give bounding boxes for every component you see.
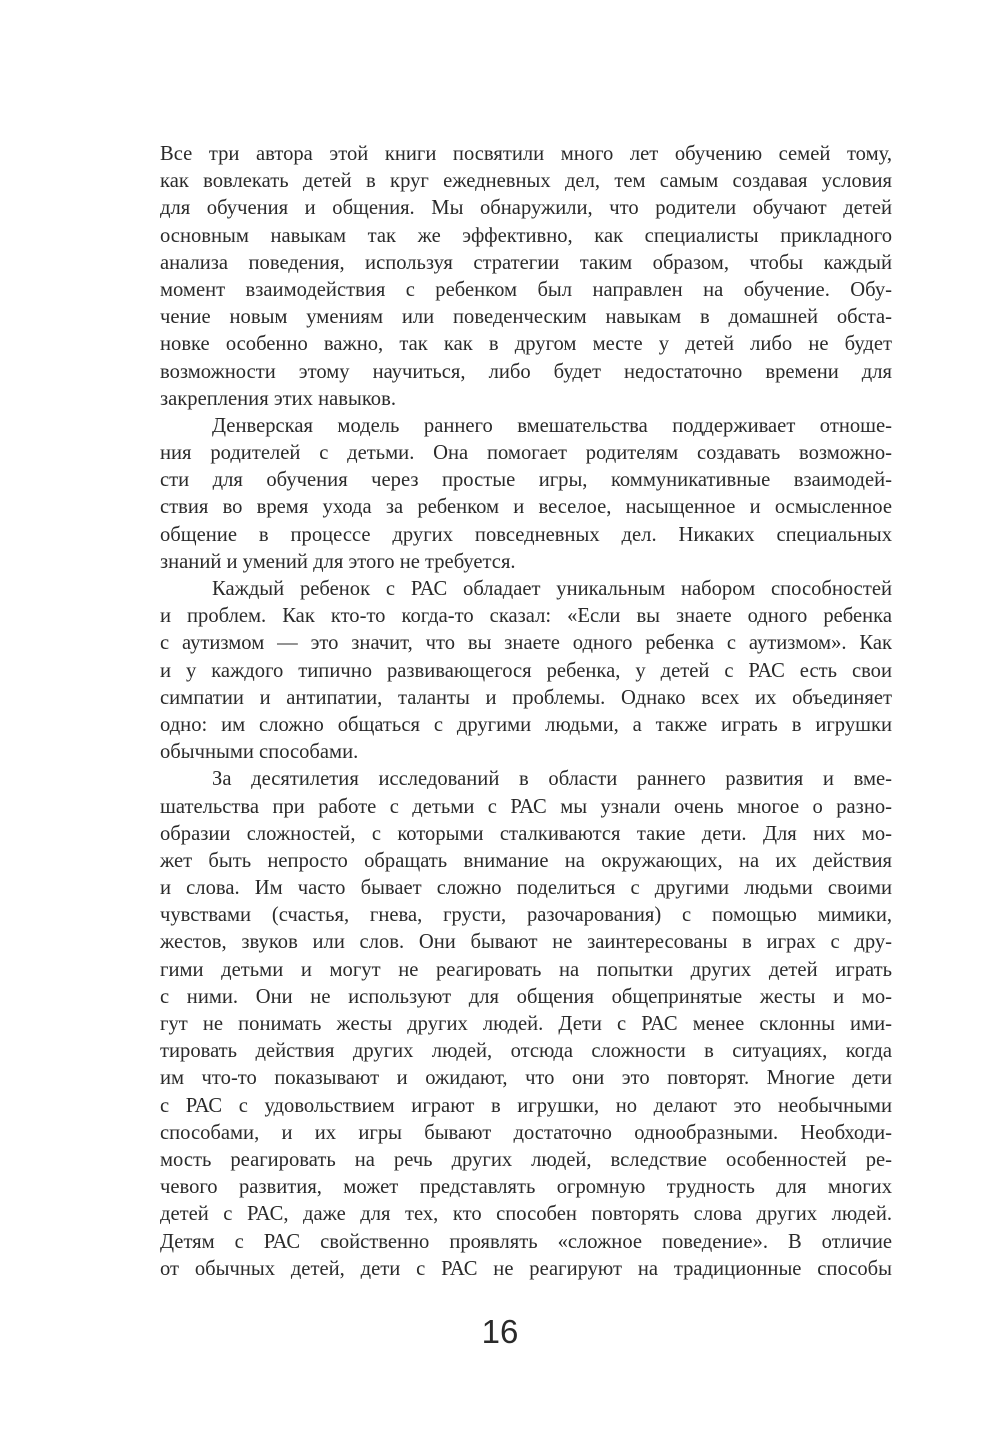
- text-line: Каждый ребенок с РАС обладает уникальным набором способностей: [212, 578, 892, 600]
- text-line: жестов, звуков или слов. Они бывают не заинтересованы в играх с дру-: [160, 931, 892, 954]
- text-line: от обычных детей, дети с РАС не реагируют на традиционные способы: [160, 1257, 892, 1280]
- paragraph-3: [160, 576, 892, 766]
- text-line: основным навыкам так же эффективно, как специалисты прикладного: [160, 224, 892, 247]
- text-line: для обучения и общения. Мы обнаружили, что родители обучают детей: [160, 197, 892, 220]
- paragraph-1: [160, 141, 892, 413]
- text-line: чевого развития, может представлять огромную трудность для многих: [160, 1176, 892, 1199]
- text-line: как вовлекать детей в круг ежедневных дел, тем самым создавая условия: [160, 170, 892, 193]
- text-line: мость реагировать на речь других людей, вследствие особенностей ре-: [160, 1148, 892, 1171]
- paragraph-4: [160, 766, 892, 1283]
- text-line: анализа поведения, используя стратегии таким образом, чтобы каждый: [160, 251, 892, 274]
- text-line: гими детьми и могут не реагировать на попытки других детей играть: [160, 958, 892, 981]
- text-line: ния родителей с детьми. Она помогает родителям создавать возможно-: [160, 442, 892, 465]
- text-line: новке особенно важно, так как в другом месте у детей либо не будет: [160, 333, 892, 356]
- text-line: Денверская модель раннего вмешательства поддерживает отноше-: [212, 414, 892, 437]
- text-line: чение новым умениям или поведенческим навыкам в домашней обста-: [160, 306, 892, 329]
- text-line: гут не понимать жесты других людей. Дети с РАС менее склонны ими-: [160, 1013, 892, 1035]
- text-line: детей с РАС, даже для тех, кто способен повторять слова других людей.: [160, 1203, 892, 1226]
- text-line: с ними. Они не используют для общения общепринятые жесты и мо-: [160, 985, 892, 1008]
- text-line: знаний и умений для этого не требуется.: [160, 550, 516, 573]
- text-line: им что-то показывают и ожидают, что они это повторят. Многие дети: [160, 1067, 892, 1090]
- text-line: жет быть непросто обращать внимание на окружающих, на их действия: [160, 849, 892, 872]
- paragraph-2: [160, 413, 892, 576]
- text-line: За десятилетия исследований в области раннего развития и вме-: [212, 768, 892, 791]
- text-line: одно: им сложно общаться с другими людьми, а также играть в игрушки: [160, 713, 892, 736]
- text-line: Детям с РАС свойственно проявлять «сложное поведение». В отличие: [160, 1230, 892, 1253]
- text-line: чувствами (счастья, гнева, грусти, разочарования) с помощью мимики,: [160, 904, 892, 927]
- text-line: обычными способами.: [160, 741, 359, 764]
- page-number: 16: [481, 1313, 519, 1350]
- text-line: момент взаимодействия с ребенком был направлен на обучение. Обу-: [160, 278, 892, 301]
- text-line: сти для обучения через простые игры, коммуникативные взаимодей-: [160, 469, 892, 492]
- body-text: [160, 141, 892, 1283]
- text-line: ствия во время ухода за ребенком и веселое, насыщенное и осмысленное: [160, 496, 892, 519]
- text-line: Все три автора этой книги посвятили много лет обучению семей тому,: [160, 143, 892, 165]
- text-line: тировать действия других людей, отсюда сложности в ситуациях, когда: [160, 1040, 892, 1063]
- text-line: шательства при работе с детьми с РАС мы узнали очень многое о разно-: [160, 795, 892, 818]
- text-line: общение в процессе других повседневных дел. Никаких специальных: [160, 523, 892, 546]
- text-line: и проблем. Как кто-то когда-то сказал: «Если вы знаете одного ребенка: [160, 605, 892, 628]
- text-line: и у каждого типично развивающегося ребенка, у детей с РАС есть свои: [160, 659, 892, 682]
- text-line: и слова. Им часто бывает сложно поделиться с другими людьми своими: [160, 877, 892, 900]
- text-line: образии сложностей, с которыми сталкиваются такие дети. Для них мо-: [160, 822, 892, 845]
- text-line: способами, и их игры бывают достаточно однообразными. Необходи-: [160, 1121, 892, 1144]
- text-line: закрепления этих навыков.: [160, 387, 396, 410]
- text-line: возможности этому научиться, либо будет недостаточно времени для: [160, 360, 892, 383]
- text-line: с РАС с удовольствием играют в игрушки, но делают это необычными: [160, 1094, 892, 1117]
- text-line: с аутизмом — это значит, что вы знаете одного ребенка с аутизмом». Как: [160, 632, 892, 655]
- text-line: симпатии и антипатии, таланты и проблемы. Однако всех их объединяет: [160, 686, 892, 709]
